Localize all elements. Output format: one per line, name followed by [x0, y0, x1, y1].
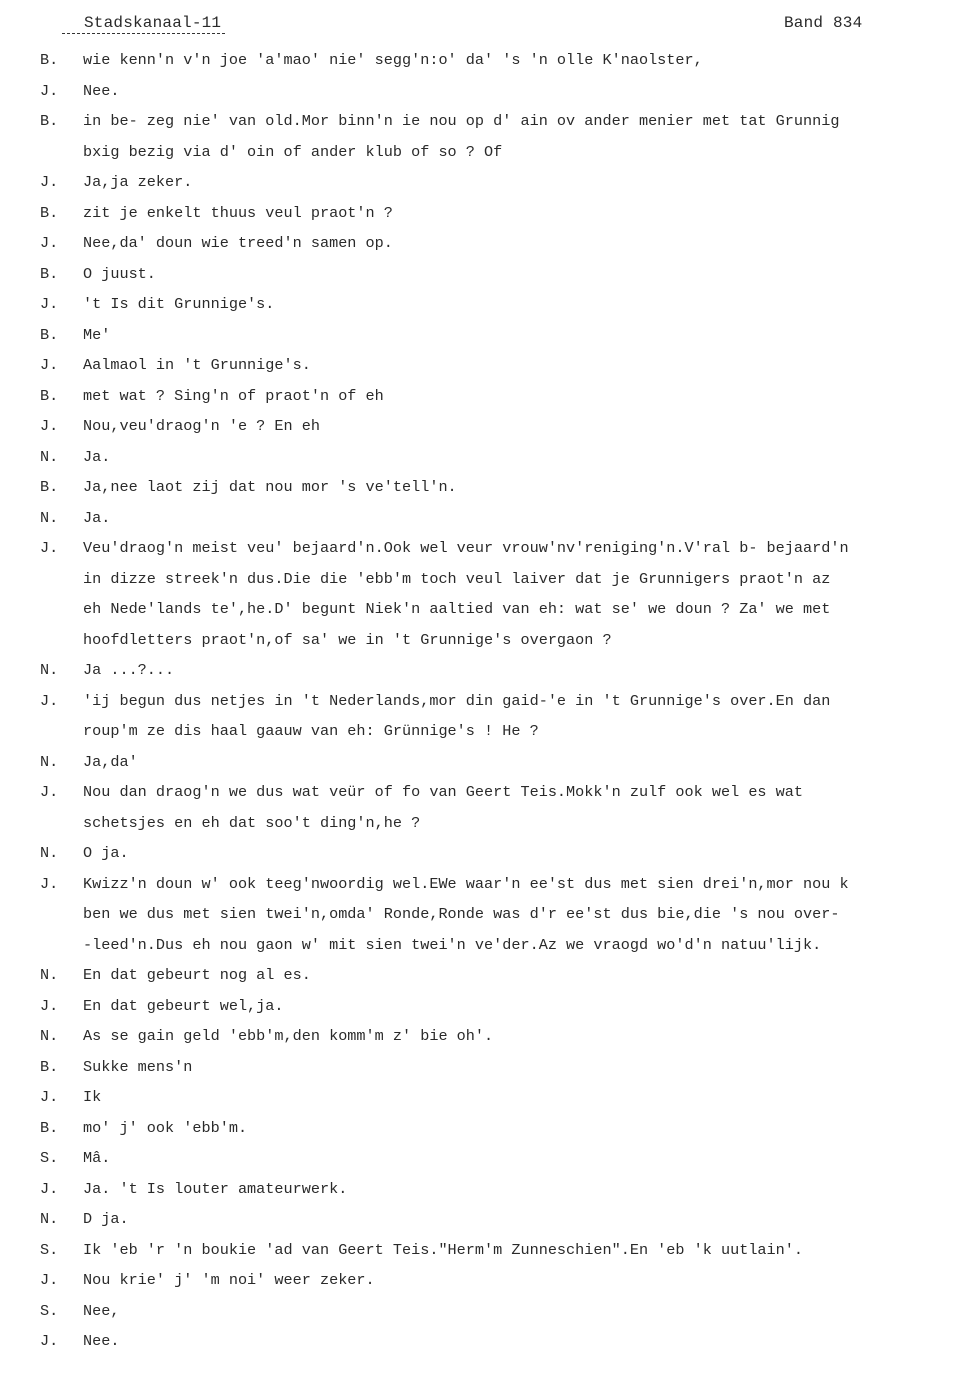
line-text: Nee, — [83, 1301, 120, 1320]
line-text: Veu'draog'n meist veu' bejaard'n.Ook wel veur vrouw'nv'reniging'n.V'ral b- bejaard'n — [83, 539, 849, 557]
line-text: 't Is dit Grunnige's. — [83, 295, 275, 313]
transcript-line — [40, 137, 965, 168]
line-text: Ja,da' — [83, 752, 138, 771]
transcript-line — [40, 1143, 965, 1174]
line-text: Ja ...?... — [83, 661, 175, 679]
transcript-line — [40, 533, 965, 564]
speaker-label: B. — [40, 325, 59, 344]
line-text: in be- zeg nie' van old.Mor binn'n ie nou op d' ain ov ander menier met tat Grunnig — [83, 112, 840, 130]
line-text: Kwizz'n doun w' ook teeg'nwoordig wel.EWe waar'n ee'st dus met sien drei'n,mor nou k — [83, 874, 849, 893]
transcript-line — [40, 167, 965, 198]
transcript-line — [40, 350, 965, 381]
transcript-line — [40, 899, 965, 930]
speaker-label: S. — [40, 1301, 59, 1320]
line-text: wie kenn'n v'n joe 'a'mao' nie' segg'n:o' da' 's 'n olle K'naolster, — [83, 51, 703, 69]
transcript-line — [40, 808, 965, 839]
line-text: 'ij begun dus netjes in 't Nederlands,mor din gaid-'e in 't Grunnige's over.En dan — [83, 691, 831, 710]
speaker-label: J. — [40, 691, 59, 710]
speaker-label: N. — [40, 661, 59, 679]
transcript-line — [40, 1174, 965, 1205]
transcript-line — [40, 411, 965, 442]
line-text: Nou krie' j' 'm noi' weer zeker. — [83, 1271, 375, 1289]
line-text: -leed'n.Dus eh nou gaon w' mit sien twei'n ve'der.Az we vraogd wo'd'n natuu'lijk. — [83, 935, 822, 954]
transcript-line — [40, 564, 965, 595]
line-text: Ja,ja zeker. — [83, 173, 193, 191]
speaker-label: J. — [40, 1179, 59, 1198]
transcript-line — [40, 1326, 965, 1357]
line-text: Nou dan draog'n we dus wat veür of fo van Geert Teis.Mokk'n zulf ook wel es wat — [83, 783, 804, 801]
transcript-line — [40, 472, 965, 503]
transcript-line — [40, 289, 965, 320]
transcript-line — [40, 838, 965, 869]
speaker-label: N. — [40, 447, 59, 466]
page-header — [62, 14, 962, 40]
transcript-line — [40, 198, 965, 229]
speaker-label: B. — [40, 1118, 59, 1137]
speaker-label: N. — [40, 844, 59, 862]
line-text: bxig bezig via d' oin of ander klub of so ? Of — [83, 142, 503, 161]
speaker-label: S. — [40, 1149, 59, 1167]
transcript-line — [40, 381, 965, 412]
speaker-label: J. — [40, 234, 59, 252]
speaker-label: J. — [40, 783, 59, 801]
line-text: Sukke mens'n — [83, 1057, 193, 1076]
speaker-label: J. — [40, 356, 59, 374]
line-text: mo' j' ook 'ebb'm. — [83, 1118, 248, 1137]
line-text: ben we dus met sien twei'n,omda' Ronde,Ronde was d'r ee'st dus bie,die 's nou over- — [83, 905, 840, 923]
transcript-line — [40, 320, 965, 351]
transcript-line — [40, 960, 965, 991]
line-text: Nou,veu'draog'n 'e ? En eh — [83, 417, 320, 435]
transcript-line — [40, 1113, 965, 1144]
transcript-line — [40, 1235, 965, 1266]
speaker-label: J. — [40, 295, 59, 313]
transcript-line — [40, 1082, 965, 1113]
speaker-label: B. — [40, 51, 59, 69]
line-text: Nee. — [83, 81, 120, 100]
line-text: Ja,nee laot zij dat nou mor 's ve'tell'n. — [83, 478, 457, 496]
transcript-line — [40, 930, 965, 961]
line-text: Nee. — [83, 1332, 120, 1350]
speaker-label: J. — [40, 1271, 59, 1289]
transcript-line — [40, 1021, 965, 1052]
speaker-label: J. — [40, 1088, 59, 1106]
speaker-label: N. — [40, 752, 59, 771]
speaker-label: N. — [40, 1210, 59, 1228]
transcript-line — [40, 106, 965, 137]
line-text: Mâ. — [83, 1149, 111, 1167]
speaker-label: B. — [40, 1057, 59, 1076]
speaker-label: B. — [40, 203, 59, 222]
line-text: As se gain geld 'ebb'm,den komm'm z' bie oh'. — [83, 1027, 494, 1045]
speaker-label: J. — [40, 81, 59, 100]
transcript-line — [40, 716, 965, 747]
speaker-label: B. — [40, 264, 59, 283]
speaker-label: N. — [40, 1027, 59, 1045]
transcript-line — [40, 259, 965, 290]
line-text: En dat gebeurt nog al es. — [83, 966, 311, 984]
speaker-label: B. — [40, 386, 59, 405]
transcript-line — [40, 1265, 965, 1296]
band-number: Band 834 — [784, 14, 863, 32]
speaker-label: B. — [40, 478, 59, 496]
speaker-label: B. — [40, 112, 59, 130]
line-text: zit je enkelt thuus veul praot'n ? — [83, 203, 393, 222]
line-text: hoofdletters praot'n,of sa' we in 't Grunnige's overgaon ? — [83, 630, 612, 649]
speaker-label: S. — [40, 1240, 59, 1259]
transcript-line — [40, 625, 965, 656]
transcript-line — [40, 1204, 965, 1235]
transcript-line — [40, 76, 965, 107]
line-text: Ja. 't Is louter amateurwerk. — [83, 1179, 348, 1198]
line-text: Ik 'eb 'r 'n boukie 'ad van Geert Teis."Herm'm Zunneschien".En 'eb 'k uutlain'. — [83, 1240, 804, 1259]
transcript-line — [40, 594, 965, 625]
transcript-line — [40, 228, 965, 259]
line-text: Ik — [83, 1088, 102, 1106]
transcript-line — [40, 991, 965, 1022]
transcript-line — [40, 442, 965, 473]
transcript-body — [40, 45, 965, 1357]
transcript-line — [40, 777, 965, 808]
line-text: Nee,da' doun wie treed'n samen op. — [83, 234, 393, 252]
transcript-line — [40, 747, 965, 778]
line-text: eh Nede'lands te',he.D' begunt Niek'n aaltied van eh: wat se' we doun ? Za' we met — [83, 600, 831, 618]
location-label: Stadskanaal-11 — [62, 14, 225, 34]
line-text: Ja. — [83, 508, 111, 527]
speaker-label: J. — [40, 417, 59, 435]
transcript-line — [40, 655, 965, 686]
transcript-line — [40, 503, 965, 534]
transcript-line — [40, 45, 965, 76]
line-text: met wat ? Sing'n of praot'n of eh — [83, 386, 384, 405]
speaker-label: J. — [40, 173, 59, 191]
speaker-label: J. — [40, 874, 59, 893]
line-text: Aalmaol in 't Grunnige's. — [83, 356, 311, 374]
transcript-line — [40, 686, 965, 717]
line-text: O ja. — [83, 844, 129, 862]
transcript-line — [40, 1296, 965, 1327]
speaker-label: J. — [40, 1332, 59, 1350]
line-text: roup'm ze dis haal gaauw van eh: Grünnige's ! He ? — [83, 722, 539, 740]
line-text: D ja. — [83, 1210, 129, 1228]
line-text: Ja. — [83, 447, 111, 466]
line-text: O juust. — [83, 264, 156, 283]
transcript-line — [40, 869, 965, 900]
speaker-label: J. — [40, 539, 59, 557]
transcript-line — [40, 1052, 965, 1083]
line-text: in dizze streek'n dus.Die die 'ebb'm toch veul laiver dat je Grunnigers praot'n az — [83, 569, 831, 588]
line-text: En dat gebeurt wel,ja. — [83, 996, 284, 1015]
speaker-label: N. — [40, 508, 59, 527]
speaker-label: J. — [40, 996, 59, 1015]
line-text: schetsjes en eh dat soo't ding'n,he ? — [83, 813, 421, 832]
line-text: Me' — [83, 325, 111, 344]
speaker-label: N. — [40, 966, 59, 984]
